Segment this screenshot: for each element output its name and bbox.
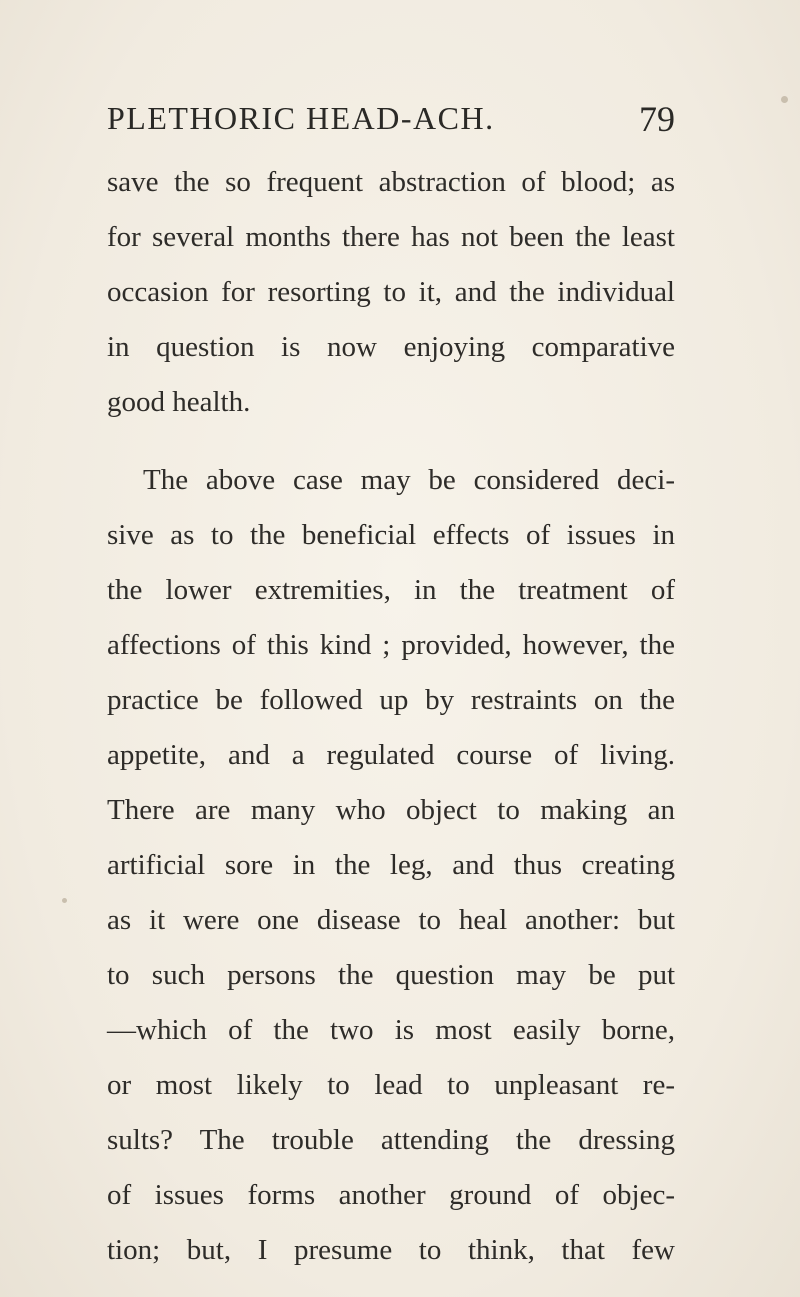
- text-line: The above case may be considered deci-: [143, 464, 675, 496]
- text-line: artificial sore in the leg, and thus creating: [107, 849, 675, 881]
- text-line: or most likely to lead to unpleasant re-: [107, 1069, 675, 1101]
- running-header: [107, 100, 675, 144]
- running-title: PLETHORIC HEAD-ACH.: [107, 100, 495, 136]
- paper-speck: [62, 898, 67, 903]
- text-line: appetite, and a regulated course of living.: [107, 739, 675, 771]
- text-line: —which of the two is most easily borne,: [107, 1014, 675, 1046]
- page-number: 79: [639, 99, 675, 139]
- text-line: save the so frequent abstraction of blood; as: [107, 166, 675, 198]
- text-line: affections of this kind ; provided, however, the: [107, 629, 675, 661]
- text-line: good health.: [107, 386, 251, 418]
- text-line: to such persons the question may be put: [107, 959, 675, 991]
- paper-speck: [781, 96, 788, 103]
- paragraph-1: [107, 155, 675, 430]
- text-line: in question is now enjoying comparative: [107, 331, 675, 363]
- text-line: practice be followed up by restraints on the: [107, 684, 675, 716]
- text-line: for several months there has not been the least: [107, 221, 675, 253]
- text-line: of issues forms another ground of objec-: [107, 1179, 675, 1211]
- text-line: tion; but, I presume to think, that few: [107, 1234, 675, 1266]
- paragraph-2: [107, 453, 675, 1278]
- text-line: sults? The trouble attending the dressing: [107, 1124, 675, 1156]
- text-line: sive as to the beneficial effects of issues in: [107, 519, 675, 551]
- text-line: the lower extremities, in the treatment of: [107, 574, 675, 606]
- text-line: as it were one disease to heal another: but: [107, 904, 675, 936]
- text-line: occasion for resorting to it, and the individual: [107, 276, 675, 308]
- text-line: There are many who object to making an: [107, 794, 675, 826]
